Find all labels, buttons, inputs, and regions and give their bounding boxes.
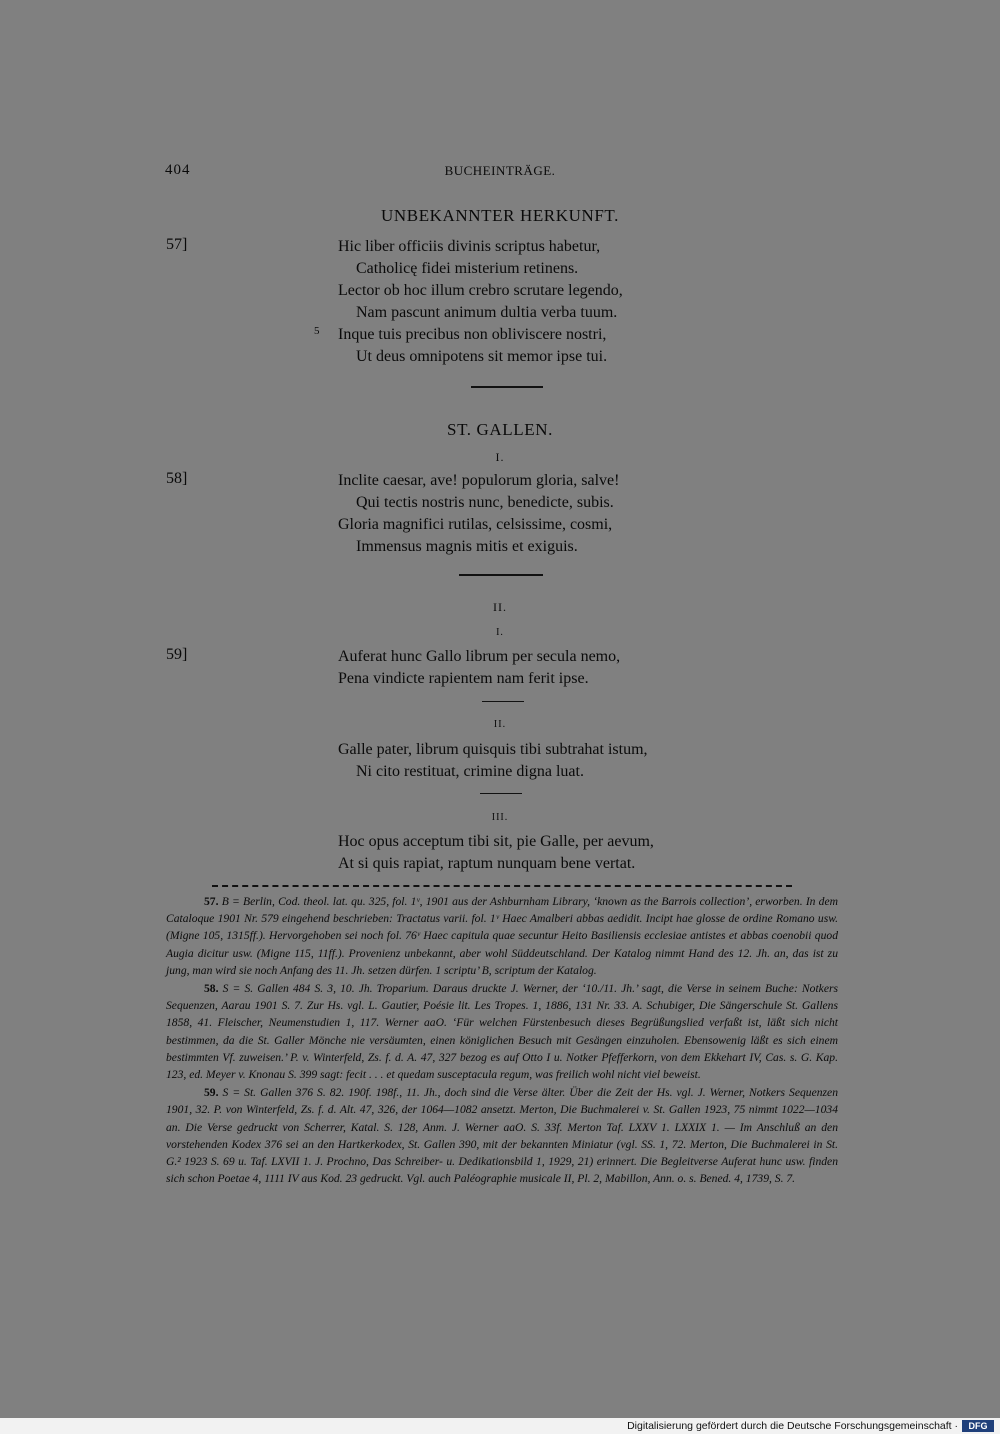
verse-line: Catholicę fidei misterium retinens. (356, 260, 579, 277)
poem-58-verses (338, 470, 619, 558)
footnote-text: B = Berlin, Cod. theol. lat. qu. 325, fol. 1ᵛ, 1901 aus der Ashburnham Library, ‘known as the Barrois collection’, erworben. In dem Cataloque 1901 Nr. 579 eingehend beschrieben: Tractatus varii. fol. 1ᵛ Haec Amalberi abbas aedidit. Incipt hae glosse de ordine Romano usw. (Migne 105, 1315ff.). Hervorgehoben sei noch fol. 76ᵛ Haec capitula quae secuntur Heito Basiliensis ecclesiae antistes et abbas coenobii quod Augia dicitur usw. (Migne 115, 11ff.). Provenienz unbekannt, aber wohl Süddeutschland. Der Katalog nimmt Hand des 12. Jh. an, das ist zu jung, man wird sie noch Anfang des 11. Jh. setzen dürfen. 1 scriptu’ B, scriptum der Katalog. (166, 895, 838, 977)
digitization-credit: Digitalisierung gefördert durch die Deutsche Forschungsgemeinschaft · (627, 1420, 958, 1432)
section-divider (480, 793, 522, 794)
section-divider (459, 574, 543, 576)
subpart-label-iii: III. (491, 812, 509, 823)
verse-line: Gloria magnifici rutilas, celsissime, cosmi, (338, 516, 613, 533)
verse-line: Hic liber officiis divinis scriptus habetur, (338, 238, 601, 255)
poem-59-ii-verses (338, 739, 648, 783)
poem-number-57: 57] (166, 236, 188, 253)
verse-line: Hoc opus acceptum tibi sit, pie Galle, per aevum, (338, 833, 654, 850)
footnote-number: 57. (204, 895, 219, 908)
footnote-58 (166, 980, 838, 1083)
subpart-label-i: I. (496, 627, 504, 638)
dfg-logo-icon: DFG (962, 1420, 994, 1432)
footnote-number: 58. (204, 982, 219, 996)
part-label-i: I. (495, 450, 505, 464)
footnote-57 (166, 893, 838, 979)
verse-line: Inclite caesar, ave! populorum gloria, salve! (338, 472, 620, 489)
subpart-label-ii: II. (493, 719, 507, 730)
verse-line: Nam pascunt animum dultia verba tuum. (356, 304, 618, 321)
section-divider (482, 701, 524, 702)
line-number-marker: 5 (314, 325, 320, 337)
section-divider (471, 386, 543, 388)
verse-line: Immensus magnis mitis et exiguis. (356, 538, 578, 555)
footnote-59 (166, 1084, 838, 1187)
poem-number-58: 58] (166, 470, 188, 487)
verse-line: Inque tuis precibus non obliviscere nostri, (338, 326, 607, 343)
verse-line: Auferat hunc Gallo librum per secula nemo, (338, 648, 621, 665)
section-title-unbekannter: UNBEKANNTER HERKUNFT. (381, 206, 619, 225)
footnote-number: 59. (204, 1086, 219, 1100)
section-title-st-gallen: ST. GALLEN. (447, 420, 553, 439)
poem-59-i-verses (338, 646, 620, 690)
verse-line: Lector ob hoc illum crebro scrutare legendo, (338, 282, 623, 299)
verse-line: Pena vindicte rapientem nam ferit ipse. (338, 670, 589, 687)
footnote-text: S = S. Gallen 484 S. 3, 10. Jh. Troparium. Daraus druckte J. Werner, der ‘10./11. Jh.’ sagt, die Verse in seinem Buche: Notkers Sequenzen, Aarau 1901 S. 7. Zur Hs. vgl. L. Gautier, Poésie lit. Les Tropes. 1, 1886, 131 Nr. 33. A. Schubiger, Die Sängerschule St. Gallens 1858, 41. Fleischer, Neumenstudien 1, 117. Werner aaO. ‘Für welchen Fürstenbesuch dieses Begrüßungslied verfaßt ist, läßt sich nicht bestimmen, da die St. Galler Mönche nie versäumten, einen königlichen Besuch mit Gesängen einzuholen. Ebensowenig läßt es sich einem bestimmten Vf. zuweisen.’ P. v. Winterfeld, Zs. f. d. A. 47, 327 bezog es auf Otto I u. Notker Pfefferkorn, von dem Ekkehart IV, Cas. s. G. Kap. 123, ed. Meyer v. Knonau S. 399 sagt: fecit . . . et quedam susceptacula regum, was freilich wohl nicht viel beweist. (166, 982, 838, 1082)
running-title: BUCHEINTRÄGE. (444, 163, 556, 178)
footnote-text: S = St. Gallen 376 S. 82. 190f. 198f., 11. Jh., doch sind die Verse älter. Über die Zeit der Hs. vgl. J. Werner, Notkers Sequenzen 1901, 32. P. von Winterfeld, Zs. f. d. Alt. 47, 326, der 1064—1082 ansetzt. Merton, Die Buchmalerei v. St. Gallen 1923, 75 nimmt 1022—1034 an. Die Verse gedruckt von Scherrer, Katal. S. 128, Anm. J. Werner aaO. S. 33f. Merton Taf. LXXV 1. LXXIX 1. — Im Anschluß an den vorstehenden Kodex 376 sei an den Hartkerkodex, St. Gallen 390, mit der bekannten Miniatur (vgl. SS. 1, 72. Merton, Die Buchmalerei in St. G.² 1923 S. 69 u. Taf. LXVII 1. J. Prochno, Das Schreiber- u. Dedikationsbild 1, 1929, 21) erinnert. Die Begleitverse Auferat hunc usw. finden sich schon Poetae 4, 1111 IV aus Kod. 23 gedruckt. Vgl. auch Paléographie musicale II, Pl. 2, Mabillon, Ann. o. s. Bened. 4, 1739, S. 7. (166, 1086, 838, 1186)
footnote-separator (212, 885, 792, 887)
verse-line: Qui tectis nostris nunc, benedicte, subis. (356, 494, 614, 511)
verse-line: Ut deus omnipotens sit memor ipse tui. (356, 348, 608, 365)
poem-number-59: 59] (166, 646, 188, 663)
footnotes (166, 893, 838, 1188)
verse-line: At si quis rapiat, raptum nunquam bene vertat. (338, 855, 636, 872)
page-number: 404 (165, 162, 191, 178)
verse-line: Galle pater, librum quisquis tibi subtrahat istum, (338, 741, 648, 758)
poem-59-iii-verses (338, 831, 654, 875)
verse-line: Ni cito restituat, crimine digna luat. (356, 763, 584, 780)
part-label-ii: II. (493, 600, 507, 614)
poem-57-verses (338, 236, 623, 368)
